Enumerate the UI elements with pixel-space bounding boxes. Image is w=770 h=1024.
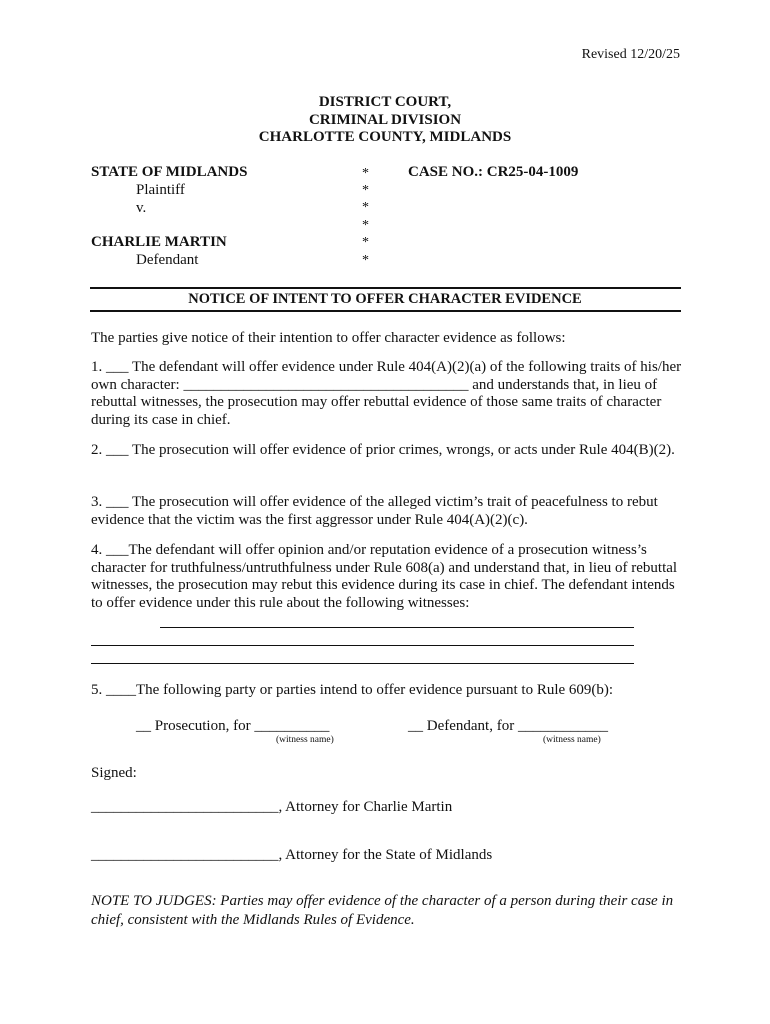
prosecution-witness-field[interactable]: __ Prosecution, for __________ bbox=[136, 718, 330, 734]
defendant-witness-field[interactable]: __ Defendant, for ____________ bbox=[408, 718, 608, 734]
item-1: 1. ___ The defendant will offer evidence under Rule 404(A)(2)(a) of the following traits of his/her own character: ______________________________________ and understands that, in lieu of rebuttal witnesses, the prosecution may offer rebuttal evidence of those same traits of character during its case in chief. bbox=[91, 359, 682, 428]
item-3: 3. ___ The prosecution will offer evidence of the alleged victim’s trait of peacefulness to rebut evidence that the victim was the first aggressor under Rule 404(A)(2)(c). bbox=[91, 494, 658, 528]
caption-separator: * bbox=[362, 200, 369, 215]
versus-label: v. bbox=[136, 200, 147, 216]
court-line-1: DISTRICT COURT, bbox=[318, 94, 452, 110]
item-5: 5. ____The following party or parties intend to offer evidence pursuant to Rule 609(b): bbox=[91, 682, 614, 698]
defendant-role: Defendant bbox=[136, 252, 199, 268]
title-top-rule bbox=[90, 287, 681, 289]
caption-separator: * bbox=[362, 166, 369, 181]
court-line-3: CHARLOTTE COUNTY, MIDLANDS bbox=[258, 129, 512, 145]
revised-date: Revised 12/20/25 bbox=[581, 47, 680, 62]
defendant-name: CHARLIE MARTIN bbox=[91, 234, 227, 250]
signed-label: Signed: bbox=[91, 765, 137, 781]
witness-line-3[interactable] bbox=[91, 663, 634, 664]
intro-text: The parties give notice of their intention to offer character evidence as follows: bbox=[91, 330, 566, 346]
witness-line-1[interactable] bbox=[160, 627, 634, 628]
prosecution-witness-caption: (witness name) bbox=[276, 735, 334, 745]
plaintiff-role: Plaintiff bbox=[136, 182, 185, 198]
title-bottom-rule bbox=[90, 310, 681, 312]
state-signature-line[interactable]: _________________________, Attorney for the State of Midlands bbox=[91, 847, 493, 863]
caption-separator: * bbox=[362, 253, 369, 268]
defense-signature-line[interactable]: _________________________, Attorney for Charlie Martin bbox=[91, 799, 453, 815]
court-heading bbox=[0, 94, 770, 147]
defendant-witness-caption: (witness name) bbox=[543, 735, 601, 745]
item-2: 2. ___ The prosecution will offer evidence of prior crimes, wrongs, or acts under Rule 404(B)(2). bbox=[91, 442, 675, 458]
plaintiff-name: STATE OF MIDLANDS bbox=[91, 164, 248, 180]
caption-separator: * bbox=[362, 218, 369, 233]
court-line-2: CRIMINAL DIVISION bbox=[308, 111, 462, 128]
witness-line-2[interactable] bbox=[91, 645, 634, 646]
caption-separator: * bbox=[362, 235, 369, 250]
note-to-judges: NOTE TO JUDGES: Parties may offer evidence of the character of a person during their case in chief, consistent with the Midlands Rules of Evidence. bbox=[91, 893, 674, 928]
notice-title: NOTICE OF INTENT TO OFFER CHARACTER EVIDENCE bbox=[188, 291, 582, 307]
case-number: CASE NO.: CR25-04-1009 bbox=[408, 164, 579, 180]
item-4: 4. ___The defendant will offer opinion and/or reputation evidence of a prosecution witness’s character for truthfulness/untruthfulness under Rule 608(a) and understand that, in lieu of rebuttal witnesses, the prosecution may rebut this evidence during its case in chief. The defendant intends to offer evidence under this rule about the following witnesses: bbox=[91, 542, 678, 611]
caption-separator: * bbox=[362, 183, 369, 198]
